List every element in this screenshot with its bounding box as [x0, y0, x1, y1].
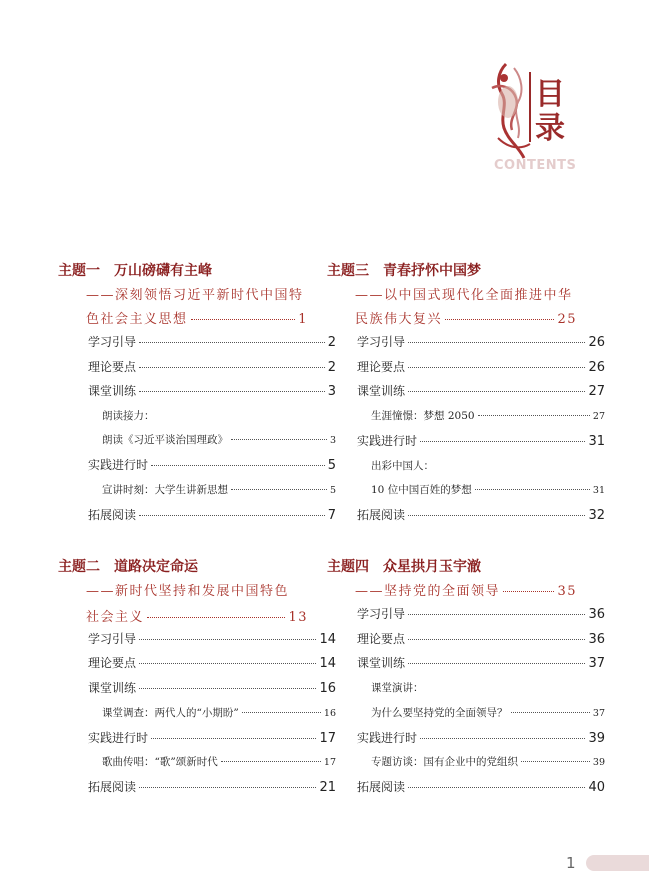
page-number: 35 — [557, 584, 577, 599]
toc-entry[interactable]: 拓展阅读 40 — [357, 780, 605, 795]
topic-heading[interactable]: 主题一 万山磅礴有主峰 — [58, 263, 212, 279]
toc-subentry-label: 出彩中国人： — [371, 460, 434, 472]
page-number-footer: 1 — [566, 854, 576, 872]
topic-subtitle-line2: 社会主义 — [86, 610, 145, 625]
toc-entry[interactable]: 理论要点 14 — [88, 656, 336, 671]
contents-subtitle: CONTENTS — [494, 158, 577, 173]
toc-subentry[interactable]: 为什么要坚持党的全面领导？ 37 — [371, 707, 605, 719]
toc-entry[interactable]: 学习引导 36 — [357, 607, 605, 622]
toc-subentry[interactable]: 朗读《习近平谈治国理政》 3 — [102, 434, 336, 446]
toc-entry[interactable]: 理论要点 2 — [88, 360, 336, 375]
toc-entry[interactable]: 拓展阅读 7 — [88, 508, 336, 523]
topic-subtitle-row[interactable] — [86, 606, 308, 625]
topic-subtitle-line2: 民族伟大复兴 — [355, 312, 443, 327]
toc-subentry[interactable]: 歌曲传唱：“歌”颂新时代 17 — [102, 756, 336, 768]
topic-subtitle-line2: 色社会主义思想 — [86, 312, 188, 327]
topic-heading[interactable]: 主题四 众星拱月玉宇澈 — [327, 559, 481, 575]
toc-entry[interactable]: 学习引导 2 — [88, 335, 336, 350]
toc-entry[interactable]: 拓展阅读 21 — [88, 780, 336, 795]
toc-entry[interactable]: 课堂训练 3 — [88, 384, 336, 399]
toc-entry[interactable]: 拓展阅读 32 — [357, 508, 605, 523]
topic-heading[interactable]: 主题三 青春抒怀中国梦 — [327, 263, 481, 279]
topic-subtitle-row[interactable] — [355, 308, 577, 327]
topic-subtitle-line1[interactable]: ——深刻领悟习近平新时代中国特 — [86, 288, 304, 303]
topic-subtitle-line1: ——坚持党的全面领导 — [355, 584, 501, 599]
topic-subtitle-row[interactable] — [86, 308, 308, 327]
toc-entry[interactable]: 实践进行时 5 — [88, 458, 336, 473]
toc-entry[interactable]: 学习引导 14 — [88, 632, 336, 647]
topic-subtitle-line1[interactable]: ——新时代坚持和发展中国特色 — [86, 584, 290, 599]
toc-subentry[interactable]: 10 位中国百姓的梦想 31 — [371, 484, 605, 496]
topic-heading[interactable]: 主题二 道路决定命运 — [58, 559, 198, 575]
toc-subentry-label: 朗读接力： — [102, 410, 155, 422]
toc-subentry[interactable]: 专题访谈：国有企业中的党组织 39 — [371, 756, 605, 768]
toc-subentry[interactable]: 课堂调查：两代人的“小期盼” 16 — [102, 707, 336, 719]
page-number: 25 — [557, 312, 577, 327]
toc-subentry-label: 课堂演讲： — [371, 682, 424, 694]
toc-entry[interactable]: 实践进行时 39 — [357, 731, 605, 746]
title-char-1: 目 — [535, 77, 565, 112]
toc-entry[interactable]: 实践进行时 17 — [88, 731, 336, 746]
toc-entry[interactable]: 实践进行时 31 — [357, 434, 605, 449]
title-divider — [529, 72, 531, 142]
title-char-2: 录 — [535, 111, 565, 146]
toc-entry[interactable]: 理论要点 36 — [357, 632, 605, 647]
toc-subentry[interactable]: 生涯憧憬：梦想 2050 27 — [371, 410, 605, 422]
topic-subtitle-line1[interactable]: ——以中国式现代化全面推进中华 — [355, 288, 573, 303]
toc-subentry[interactable]: 宣讲时刻：大学生讲新思想 5 — [102, 484, 336, 496]
toc-entry[interactable]: 课堂训练 16 — [88, 681, 336, 696]
topic-subtitle-row[interactable] — [355, 580, 577, 599]
page-number: 13 — [288, 610, 308, 625]
toc-entry[interactable]: 课堂训练 37 — [357, 656, 605, 671]
toc-entry[interactable]: 理论要点 26 — [357, 360, 605, 375]
page-tab-decoration — [586, 855, 649, 871]
page-number: 1 — [298, 312, 308, 327]
toc-entry[interactable]: 学习引导 26 — [357, 335, 605, 350]
toc-entry[interactable]: 课堂训练 27 — [357, 384, 605, 399]
